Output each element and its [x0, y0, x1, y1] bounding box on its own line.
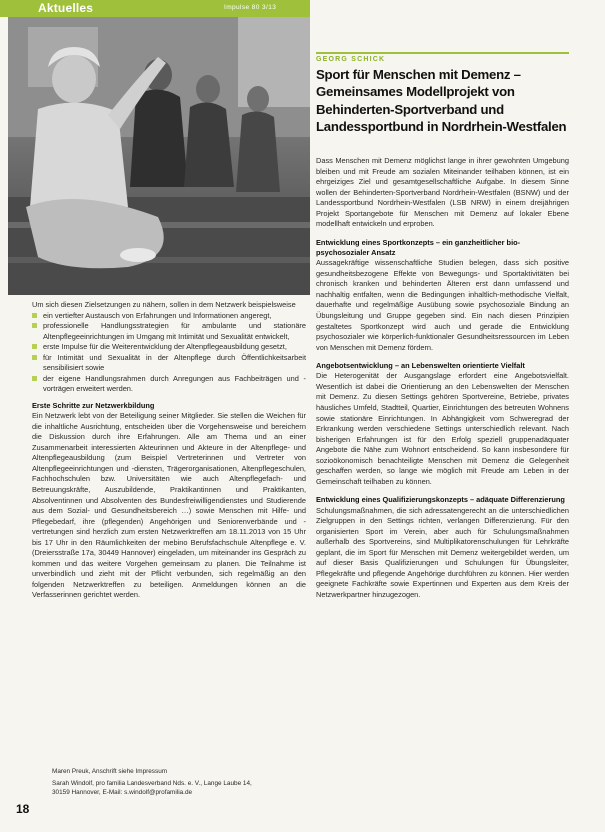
- bullet-square-icon: [32, 313, 37, 318]
- footer-address-1: Sarah Windolf, pro familia Landesverband Nds. e. V., Lange Laube 14,: [52, 780, 252, 787]
- section-label: Aktuelles: [38, 1, 94, 15]
- section-text: Schulungsmaßnahmen, die sich adressatengerecht an die unterschiedlichen Zielgruppen in den Settings richten, verlangen Differenzierung. Für den organisierten Sport im Verein, aber auch für Schulungsmaßnahmen außerhalb des Sportvereins, sind Multiplikatorenschulungen für Lehrkräfte geplant, die im Sport für Menschen mit Demenz weitergebildet werden, um auf dieser Basis Qualifizierungen und Schulungen für Übungsleiter, Pflegekräfte und pflegende Angehörige durchführen zu können. Hier werden geeignete Fachkräfte sowie Expertinnen und Experten aus dem Kreis der Netzwerkpartner hinzugezogen.: [316, 505, 569, 599]
- left-section-text: Ein Netzwerk lebt von der Beteiligung seiner Mitglieder. Sie stellen die Weichen für die inhaltliche Ausrichtung, entscheiden über die Vorgehensweise und bereichern die Diskussion durch ihre Erfahrungen. Alle am Thema und an einer Zusammenarbeit interessierten Akteurinnen und Akteure in der Altenpflege- und Altenpflegeausbildung (zum Beispiel Vertreterinnen und Vertreter von Altenpflegeeinrichtungen und -diensten, Trägerorganisationen, Altenpflegeschulen, Fachhochschulen bzw. Universitäten wie auch Altenpflegefach- und Betreuungskräfte, Auszubildende, Praktikantinnen und Praktikanten, Absolventinnen und Absolventen des Bundesfreiwilligendienstes und Studierende aus dem Sozial- und Gesundheitsbereich …) sowie Menschen mit Hilfe- und Pflegebedarf, ihre (pflegenden) Angehörigen und Seniorenverbände und -vertretungen sind herzlich zum ersten Netzwerktreffen am 18.11.2013 von 15 Uhr bis 17 Uhr in den Räumlichkeiten der mebino Berufsfachschule Altenpflege e. V. (Dreiersstraße 17a, 30449 Hannover) eingeladen, um miteinander ins Gespräch zu kommen und das weitere Vorgehen gemeinsam zu planen. Die Teilnahme ist unverbindlich und zieht mit der Pflicht verbunden, sich regelmäßig an den folgenden Netzwerktreffen zu beteiligen. Anmeldungen können an die Verfasserinnen gerichtet werden.: [32, 411, 306, 600]
- list-item: ein vertiefter Austausch von Erfahrungen und Informationen angeregt,: [32, 311, 306, 322]
- bullet-square-icon: [32, 355, 37, 360]
- section-heading: Angebotsentwicklung – an Lebenswelten orientierte Vielfalt: [316, 361, 525, 371]
- list-item: für Intimität und Sexualität in der Altenpflege durch Öffentlichkeitsarbeit sensibilisiert sowie: [32, 353, 306, 374]
- left-section-heading: Erste Schritte zur Netzwerkbildung: [32, 400, 155, 410]
- footer-address-2: 30159 Hannover, E-Mail: s.windolf@profamilia.de: [52, 789, 193, 796]
- article-headline: Sport für Menschen mit Demenz – Gemeinsames Modellprojekt von Behinderten-Sportverband und Landessportbund in Nordrhein-Westfalen: [316, 67, 567, 135]
- list-item: erste Impulse für die Weiterentwicklung der Altenpflegeausbildung gesetzt,: [32, 342, 306, 353]
- list-item: professionelle Handlungsstrategien für ambulante und stationäre Altenpflegeeinrichtungen im Umgang mit Intimität und Sexualität entwickelt,: [32, 321, 306, 342]
- section-heading: Entwicklung eines Sportkonzepts – ein ganzheitlicher bio-psychosozialer Ansatz: [316, 237, 521, 258]
- page-number: 18: [16, 802, 30, 816]
- section-header-bar: [0, 0, 310, 17]
- bullet-square-icon: [32, 376, 37, 381]
- footer-authors: Maren Preuk, Anschrift siehe Impressum: [52, 768, 168, 775]
- article-intro: Dass Menschen mit Demenz möglichst lange in ihrer gewohnten Umgebung bleiben und mit Freude am sozialen Miteinander teilhaben können, ist ein ehrgeiziges Ziel und gesamtgesellschaftliche Aufgabe. In diesem Sinne wollen der Behinderten-Sportverband Nordrhein-Westfalen (BSNW) und der Landessportbund Nordrhein-Westfalen (LSB NRW) in einem dreijährigen Projekt Sportangebote für Menschen mit Demenz auf lokaler Ebene modellhaft entwickeln und erproben.: [316, 156, 569, 229]
- bullet-square-icon: [32, 323, 37, 328]
- author-byline: GEORG SCHICK: [316, 56, 386, 63]
- left-intro: Um sich diesen Zielsetzungen zu nähern, sollen in dem Netzwerk beispielsweise: [32, 300, 296, 309]
- section-heading: Entwicklung eines Qualifizierungskonzepts – adäquate Differenzierung: [316, 495, 565, 505]
- bullet-square-icon: [32, 344, 37, 349]
- issue-label: Impulse 80 3/13: [224, 4, 277, 11]
- section-text: Die Heterogenität der Ausgangslage erfordert eine Angebotsvielfalt. Wesentlich ist dabei die Orientierung an den Lebenswelten der Menschen mit Demenz. Zu diesen Settings gehören Sportvereine, Betriebe, privates häusliches Umfeld, Stadtteil, Quartier, Einrichtungen des betreuten Wohnens sowie stationäre Einrichtungen. In Abhängigkeit vom Schweregrad der Erkrankung werden verschiedene Settings unterschiedlich relevant. Nach bisherigen Erfahrungen ist für den Erfolg speziell gruppenadäquater Angebote die Nähe zum Wohnort entscheidend. So kann insbesondere für sozioökonomisch benachteiligte Menschen mit Demenz die Gelegenheit geschaffen werden, so lange wie möglich mit Freude am Leben in der Gemeinschaft teilhaben zu können.: [316, 371, 569, 486]
- goals-list: [32, 311, 306, 395]
- byline-rule: [316, 52, 569, 54]
- list-item: der eigene Handlungsrahmen durch Anregungen aus Fachbeiträgen und -vorträgen erweitert werden.: [32, 374, 306, 395]
- section-text: Aussagekräftige wissenschaftliche Studien belegen, dass sich positive gesundheitsbezogene Effekte von Bewegungs- und Sportaktivitäten bei chronisch kranken und behinderten Älteren erst dann umfassend und nachhaltig entfalten, wenn die Bedingungen inhaltlich-methodische Vielfalt, dauerhafte und regelmäßige Ausübung sowie psychosoziale Bindung an Übungsleitung und Gruppe gegeben sind. Ein nach diesen Prinzipien gestaltetes Sportkonzept wird auch und gerade die Entwicklung psychosozialer wie körperlich-funktionaler Gesundheitsressourcen im Leben von Menschen mit Demenz fördern.: [316, 258, 569, 352]
- article-photo: [8, 17, 310, 295]
